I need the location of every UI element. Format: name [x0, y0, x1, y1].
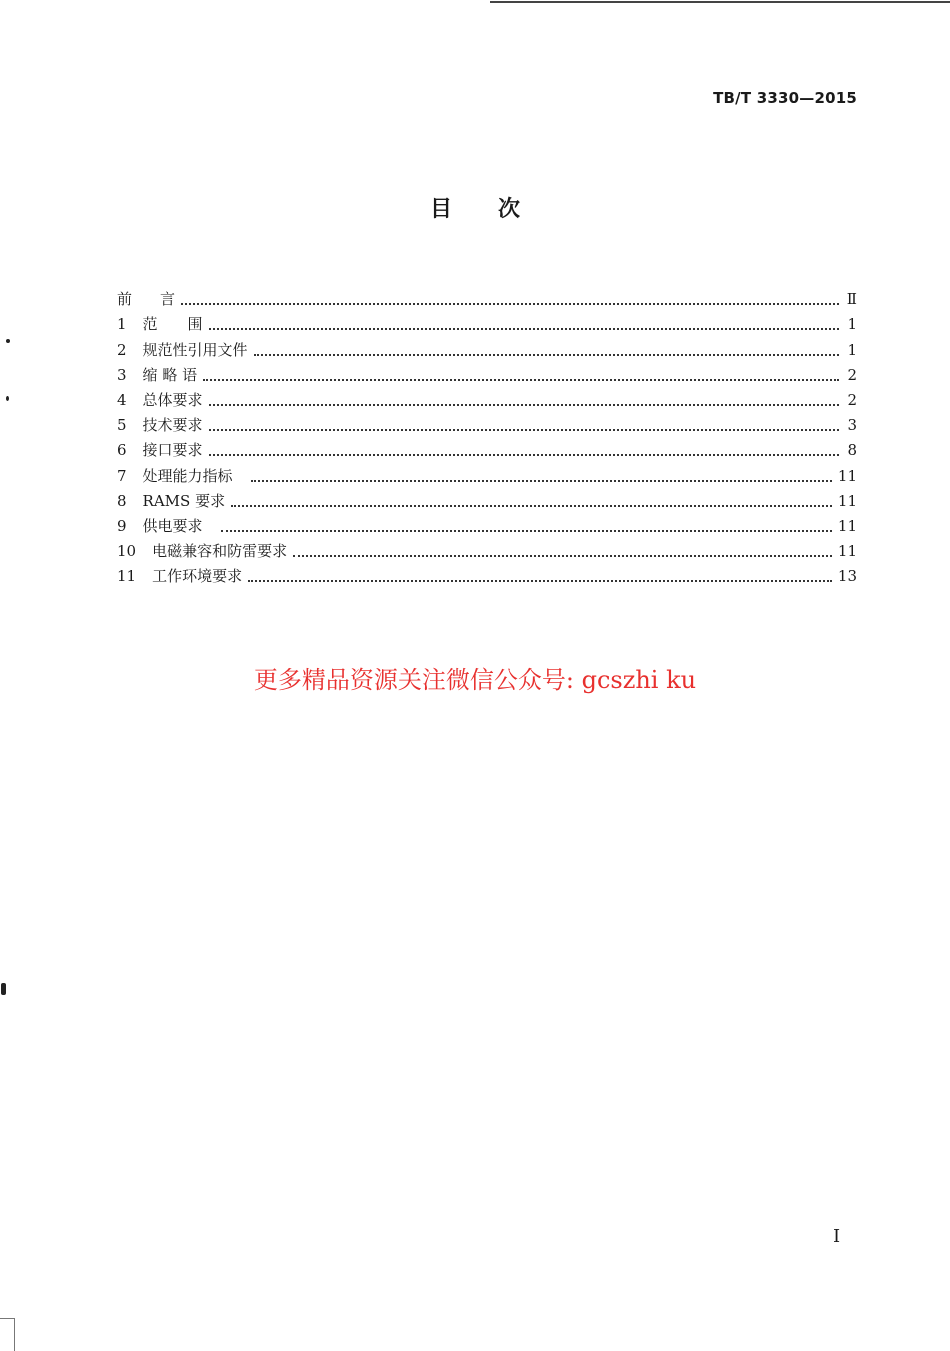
toc-entry[interactable] — [117, 486, 857, 511]
toc-entry-number: 5 — [117, 416, 127, 435]
toc-entry[interactable] — [117, 536, 857, 561]
toc-entry-number: 3 — [117, 365, 127, 384]
standard-code: TB/T 3330—2015 — [713, 89, 857, 107]
toc-entry-number: 前 — [117, 290, 133, 309]
page-number: I — [833, 1226, 841, 1247]
toc-entry[interactable] — [117, 284, 857, 309]
toc-title-char-2: 次 — [498, 197, 521, 222]
toc-entry[interactable] — [117, 561, 857, 586]
toc-entry-page: 2 — [847, 365, 857, 384]
toc-entry-label: 接口要求 — [142, 441, 203, 460]
toc-entry-number: 10 — [117, 542, 137, 561]
toc-entry-label: 规范性引用文件 — [142, 340, 248, 359]
toc-leader-dots — [209, 428, 839, 431]
toc-entry[interactable] — [117, 334, 857, 359]
toc-entry-page: 11 — [837, 516, 857, 535]
toc-entry-number: 11 — [117, 567, 137, 586]
toc-leader-dots — [181, 302, 839, 305]
toc-entry-label: 供电要求 — [142, 516, 203, 535]
toc-entry-label: 技术要求 — [142, 416, 203, 435]
toc-entry-page: 11 — [837, 466, 857, 485]
toc-leader-dots — [203, 378, 839, 381]
toc-entry-page: 13 — [837, 567, 857, 586]
toc-entry[interactable] — [117, 460, 857, 485]
toc-entry[interactable] — [117, 360, 857, 385]
toc-entry-label: 范 围 — [142, 315, 203, 334]
toc-entry-number: 6 — [117, 441, 127, 460]
toc-entry-number: 4 — [117, 390, 127, 409]
scan-speck — [6, 339, 10, 343]
toc-leader-dots — [293, 554, 832, 557]
toc-entry-page: Ⅱ — [846, 290, 857, 309]
toc-leader-dots — [231, 504, 832, 507]
toc-entry-label: 言 — [160, 290, 176, 309]
toc-leader-dots — [251, 479, 832, 482]
toc-entry-label: 电磁兼容和防雷要求 — [152, 542, 288, 561]
scan-speck — [1, 983, 6, 995]
toc-entry-label: 缩 略 语 — [142, 365, 198, 384]
toc-entry-number: 1 — [117, 315, 127, 334]
toc-entry-number: 2 — [117, 340, 127, 359]
toc-entry-page: 1 — [847, 340, 857, 359]
toc-leader-dots — [221, 529, 832, 532]
toc-entry-number: 8 — [117, 491, 127, 510]
toc-entry-page: 1 — [847, 315, 857, 334]
toc-entry-label: 处理能力指标 — [142, 466, 233, 485]
toc-leader-dots — [209, 403, 839, 406]
toc-entry[interactable] — [117, 385, 857, 410]
toc-entry-number: 9 — [117, 516, 127, 535]
toc-leader-dots — [209, 453, 839, 456]
toc-entry-page: 3 — [847, 416, 857, 435]
toc-entry[interactable] — [117, 435, 857, 460]
toc-leader-dots — [254, 353, 839, 356]
toc-entry-page: 11 — [837, 491, 857, 510]
promo-watermark-text: 更多精品资源关注微信公众号: gcszhi ku — [253, 666, 697, 694]
scan-speck — [6, 396, 9, 401]
toc-leader-dots — [248, 579, 832, 582]
scan-edge-line — [490, 1, 950, 3]
toc-list — [117, 284, 857, 586]
toc-entry-label: 总体要求 — [142, 390, 203, 409]
toc-entry-page: 2 — [847, 390, 857, 409]
toc-entry[interactable] — [117, 410, 857, 435]
toc-entry[interactable] — [117, 309, 857, 334]
toc-entry-page: 11 — [837, 542, 857, 561]
toc-leader-dots — [209, 327, 839, 330]
toc-entry-label: RAMS 要求 — [142, 491, 226, 510]
scan-edge-line — [0, 1318, 15, 1351]
toc-title — [0, 192, 950, 223]
toc-entry-label: 工作环境要求 — [152, 567, 243, 586]
toc-entry-page: 8 — [847, 441, 857, 460]
toc-entry[interactable] — [117, 511, 857, 536]
toc-title-char-1: 目 — [429, 197, 452, 222]
toc-entry-number: 7 — [117, 466, 127, 485]
